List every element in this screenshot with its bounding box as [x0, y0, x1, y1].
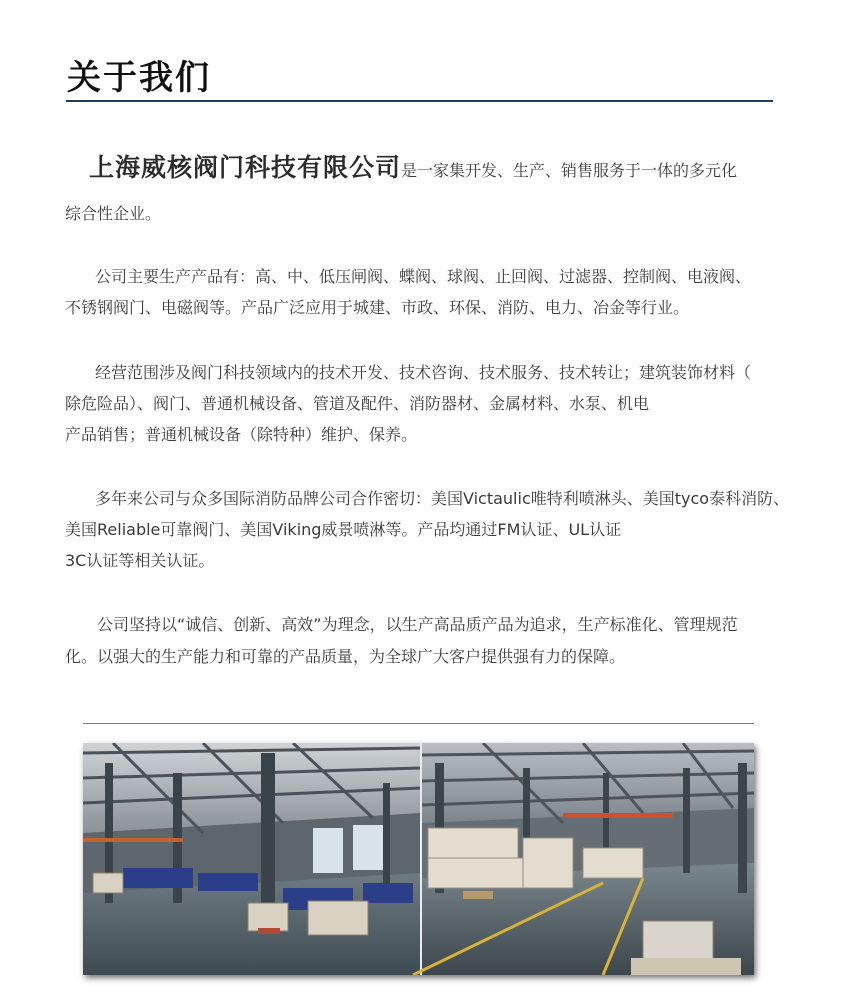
factory-interior-image	[83, 743, 754, 975]
philosophy-line2: 化。以强大的生产能力和可靠的产品质量，为全球广大客户提供强有力的保障。	[65, 647, 626, 666]
products-line1: 公司主要生产产品有：高、中、低压闸阀、蝶阀、球阀、止回阀、过滤器、控制阀、电液阀、	[95, 267, 752, 286]
partners-line3: 3C认证等相关认证。	[65, 551, 215, 570]
intro-text-rest: 是一家集开发、生产、销售服务于一体的多元化	[401, 161, 738, 180]
partners-paragraph	[65, 488, 790, 578]
scope-paragraph	[65, 362, 785, 452]
page-title: 关于我们	[67, 58, 211, 98]
section-divider	[83, 723, 754, 724]
intro-paragraph	[65, 150, 785, 230]
philosophy-paragraph	[65, 614, 785, 674]
company-name: 上海威核阀门科技有限公司	[89, 153, 402, 182]
scope-line1: 经营范围涉及阀门科技领域内的技术开发、技术咨询、技术服务、技术转让；建筑装饰材料（	[95, 363, 752, 382]
products-paragraph	[65, 266, 785, 326]
partners-line1: 多年来公司与众多国际消防品牌公司合作密切：美国Victaulic唯特利喷淋头、美国tyco泰科消防、	[95, 489, 790, 508]
title-underline	[66, 100, 773, 102]
intro-text-line2: 综合性企业。	[65, 204, 162, 223]
scope-line2: 除危险品）、阀门、普通机械设备、管道及配件、消防器材、金属材料、水泵、机电	[65, 394, 650, 413]
partners-line2: 美国Reliable可靠阀门、美国Viking威景喷淋等。产品均通过FM认证、UL认证	[65, 520, 622, 539]
factory-photo	[83, 743, 754, 975]
scope-line3: 产品销售；普通机械设备（除特种）维护、保养。	[65, 425, 418, 444]
products-line2: 不锈钢阀门、电磁阀等。产品广泛应用于城建、市政、环保、消防、电力、冶金等行业。	[65, 298, 690, 317]
philosophy-line1: 公司坚持以“诚信、创新、高效”为理念，以生产高品质产品为追求，生产标准化、管理规范	[97, 615, 738, 634]
